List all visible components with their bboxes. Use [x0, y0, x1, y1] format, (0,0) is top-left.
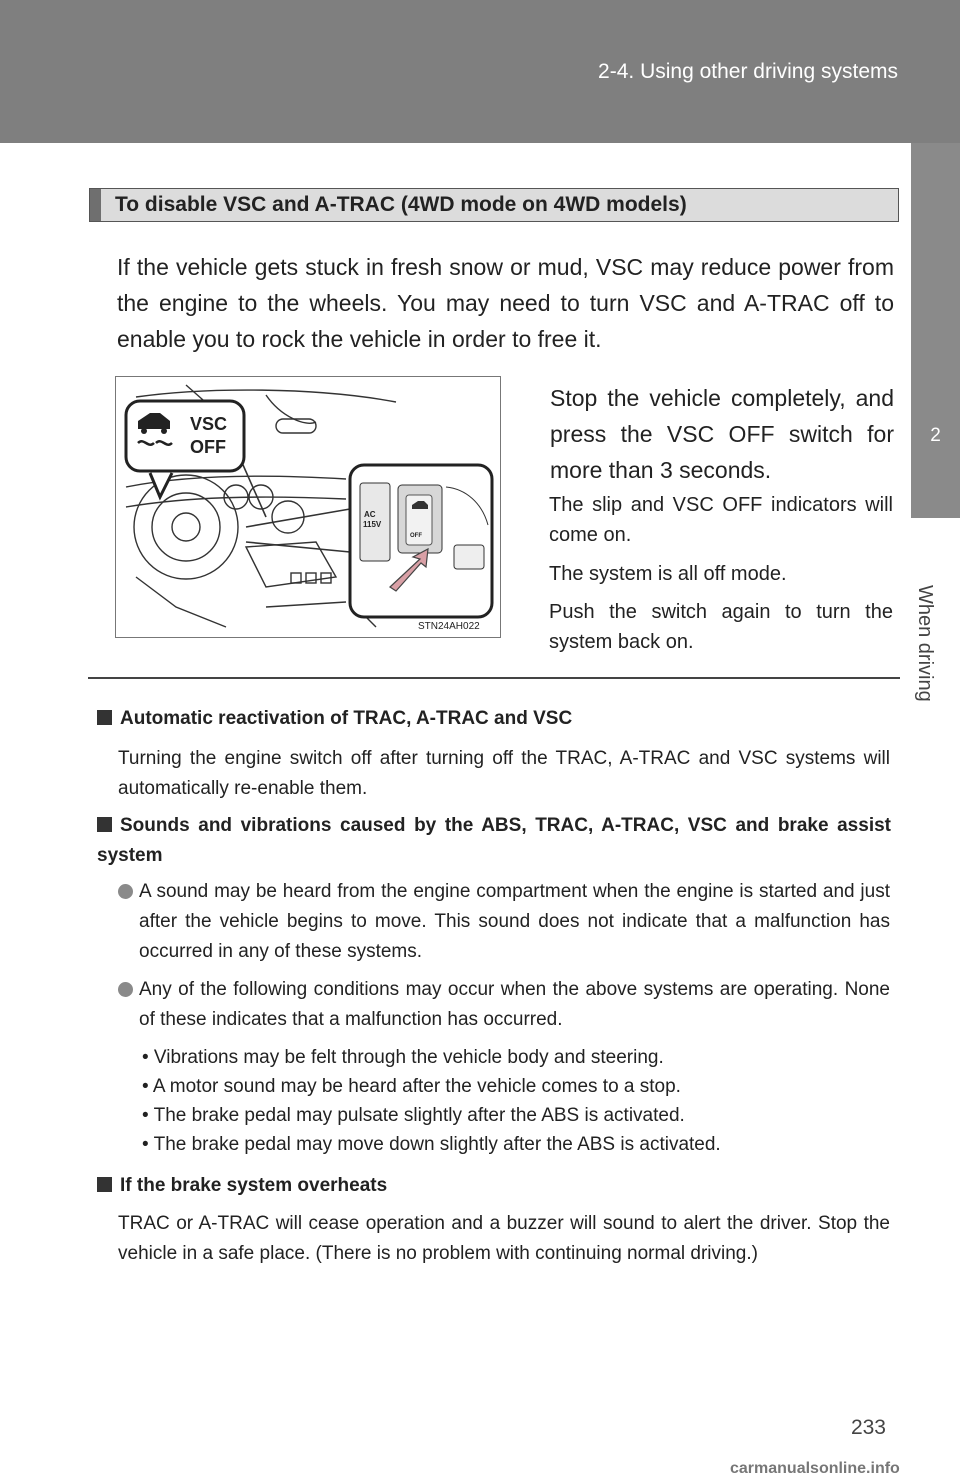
switch-off: OFF — [410, 533, 422, 539]
subheading-text: Automatic reactivation of TRAC, A-TRAC and VSC — [120, 708, 573, 729]
heading-text: To disable VSC and A-TRAC (4WD mode on 4WD models) — [115, 193, 687, 216]
subheading-sounds — [97, 811, 891, 871]
circle-bullet-icon — [118, 982, 133, 997]
badge-line2: OFF — [190, 437, 226, 457]
list-item-text: A sound may be heard from the engine compartment when the engine is started and just after the vehicle begins to move. This sound does not indicate that a malfunction has occurred in any of these systems. — [139, 881, 890, 962]
watermark: carmanualsonline.info — [730, 1460, 900, 1477]
subheading-overheat — [97, 1171, 891, 1201]
chapter-tab — [911, 143, 960, 518]
reactivation-text: Turning the engine switch off after turning off the TRAC, A-TRAC and VSC systems will automatically re-enable them. — [118, 748, 890, 799]
figure-code: STN24AH022 — [418, 621, 480, 632]
overheat-text: TRAC or A-TRAC will cease operation and a buzzer will sound to alert the driver. Stop the vehicle in a safe place. (There is no problem with continuing normal driving.) — [118, 1213, 890, 1264]
list-item-text: Any of the following conditions may occur when the above systems are operating. None of these indicates that a malfunction has occurred. — [139, 979, 890, 1030]
section-divider — [88, 677, 900, 679]
sub-list-item: • A motor sound may be heard after the vehicle comes to a stop. — [142, 1076, 681, 1097]
sub-list-item: • The brake pedal may move down slightly after the ABS is activated. — [142, 1134, 721, 1155]
vsc-off-badge — [126, 401, 244, 497]
dashboard-illustration — [115, 376, 501, 638]
square-bullet-icon — [97, 710, 112, 725]
page-number: 233 — [850, 1416, 886, 1439]
switch-ac: AC — [364, 510, 376, 519]
dashboard-drawing — [116, 377, 500, 637]
circle-bullet-icon — [118, 884, 133, 899]
section-title: 2-4. Using other driving systems — [598, 60, 898, 83]
chapter-number: 2 — [930, 425, 941, 446]
switch-closeup — [350, 465, 492, 617]
sub-list-item: • Vibrations may be felt through the vehicle body and steering. — [142, 1047, 664, 1068]
list-item — [118, 877, 890, 967]
step-instruction: Stop the vehicle completely, and press the VSC OFF switch for more than 3 seconds. — [550, 385, 894, 483]
badge-line1: VSC — [190, 414, 228, 434]
subheading-text: If the brake system overheats — [120, 1175, 388, 1196]
note-indicators: The slip and VSC OFF indicators will come on. — [549, 494, 893, 546]
sub-list-item: • The brake pedal may pulsate slightly after the ABS is activated. — [142, 1105, 685, 1126]
switch-115v: 115V — [363, 520, 382, 529]
subheading-text: Sounds and vibrations caused by the ABS, TRAC, A-TRAC, VSC and brake assist system — [97, 815, 891, 866]
note-turn-back-on: Push the switch again to turn the system back on. — [549, 601, 893, 653]
square-bullet-icon — [97, 1177, 112, 1192]
square-bullet-icon — [97, 817, 112, 832]
heading-marker — [90, 189, 101, 221]
list-item — [118, 975, 890, 1035]
header-bar — [0, 0, 960, 143]
intro-paragraph: If the vehicle gets stuck in fresh snow or mud, VSC may reduce power from the engine to the wheels. You may need to turn VSC and A-TRAC off to enable you to rock the vehicle in order to free it. — [117, 254, 894, 352]
subheading-reactivation — [97, 704, 891, 734]
chapter-label: When driving — [914, 585, 936, 702]
note-all-off: The system is all off mode. — [549, 563, 787, 585]
section-heading — [89, 188, 899, 222]
